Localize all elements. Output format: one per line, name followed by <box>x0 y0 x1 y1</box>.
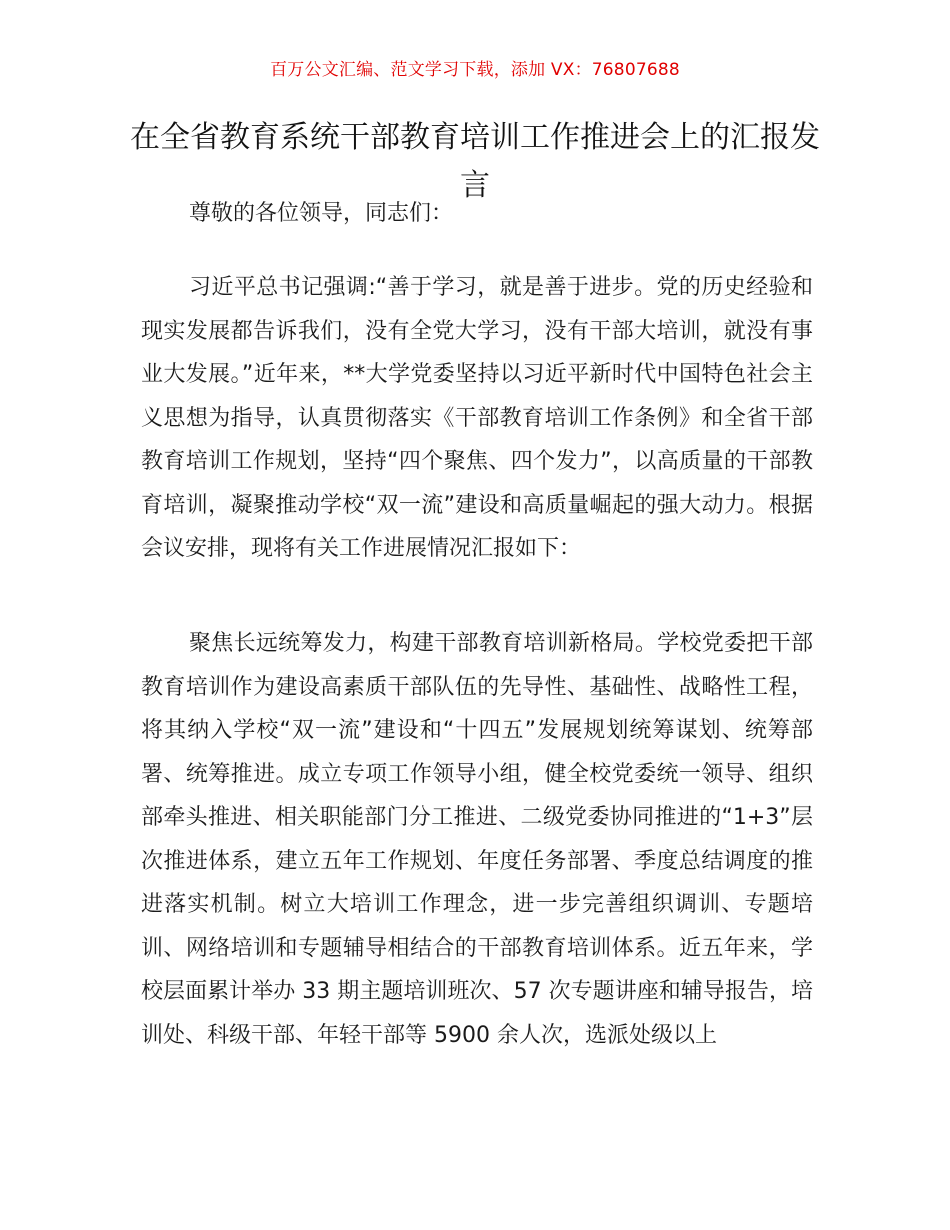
watermark-header: 百万公文汇编、范文学习下载，添加 VX：76807688 <box>270 60 680 80</box>
body-paragraph-2: 聚焦长远统筹发力，构建干部教育培训新格局。学校党委把干部教育培训作为建设高素质干部队伍的先导性、基础性、战略性工程，将其纳入学校“双一流”建设和“十四五”发展规划统筹谋划、统筹部署、统筹推进。成立专项工作领导小组，健全校党委统一领导、组织部牵头推进、相关职能部门分工推进、二级党委协同推进的“1+3”层次推进体系，建立五年工作规划、年度任务部署、季度总结调度的推进落实机制。树立大培训工作理念，进一步完善组织调训、专题培训、网络培训和专题辅导相结合的干部教育培训体系。近五年来，学校层面累计举办 33 期主题培训班次、57 次专题讲座和辅导报告，培训处、科级干部、年轻干部等 5900 余人次，选派处级以上 <box>141 631 813 1048</box>
document-title: 在全省教育系统干部教育培训工作推进会上的汇报发言 <box>130 120 820 203</box>
salutation: 尊敬的各位领导，同志们： <box>189 201 454 226</box>
body-paragraph-1: 习近平总书记强调:“善于学习，就是善于进步。党的历史经验和现实发展都告诉我们，没有全党大学习，没有干部大培训，就没有事业大发展。”近年来，**大学党委坚持以习近平新时代中国特色社会主义思想为指导，认真贯彻落实《干部教育培训工作条例》和全省干部教育培训工作规划，坚持“四个聚焦、四个发力”，以高质量的干部教育培训，凝聚推动学校“双一流”建设和高质量崛起的强大动力。根据会议安排，现将有关工作进展情况汇报如下： <box>141 275 813 561</box>
